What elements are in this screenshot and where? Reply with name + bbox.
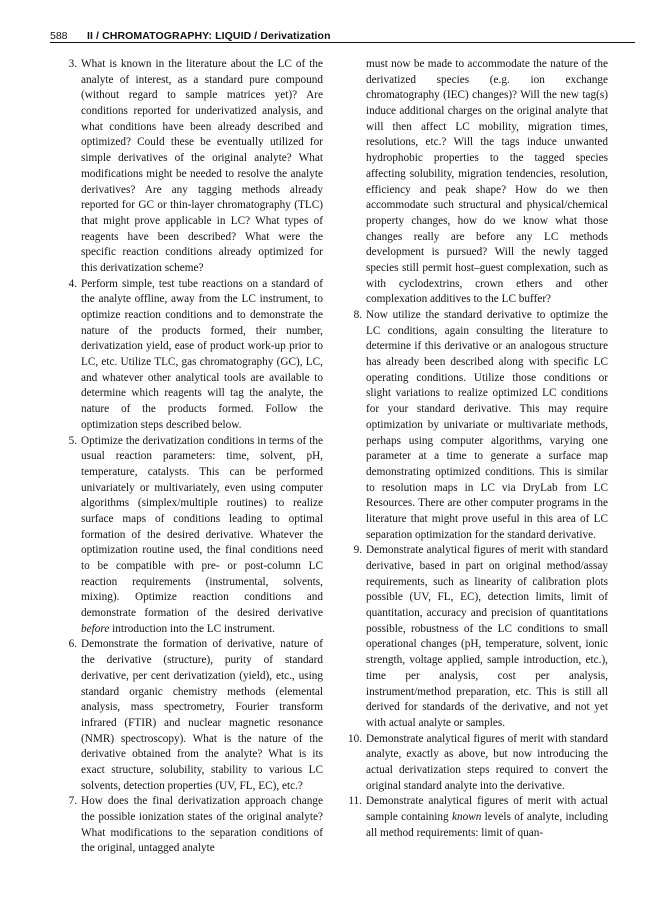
- item-emphasis: known: [451, 811, 482, 823]
- list-item-4: [59, 277, 323, 434]
- item-text: Now utilize the standard derivative to optimize the LC conditions, again consulting the literature to determine if this derivative or an analogous structure has already been described along with specific LC operating conditions. Utilize those conditions or slight variations to realize optimized LC conditions for your standard derivative. This may require optimization by univariate or multivariate methods, perhaps using computer algorithms, varying one parameter at a time to generate a surface map demonstrating optimized conditions. This is similar to resolution maps in LC via DryLab from LC Resources. There are other computer programs in the literature that might prove useful in this area of LC separation optimization for the standard derivative.: [366, 309, 608, 541]
- item-text: How does the final derivatization approach change the possible ionization states of the original analyte? What modifications to the separation conditions of the original, untagged analyte: [81, 795, 323, 855]
- list-item-6: [59, 637, 323, 794]
- item-text: Perform simple, test tube reactions on a standard of the analyte offline, away from the LC instrument, to optimize reaction conditions and to demonstrate the nature of the products formed, their number, derivatization yield, ease of product work-up prior to LC, etc. Utilize TLC, gas chromatography (GC), LC, and whatever other analytical tools are available to determine which reagents will tag the analyte, the nature of the products formed. Follow the optimization steps described below.: [81, 277, 323, 431]
- item-number: 7.: [68, 795, 77, 808]
- list-item-8: [344, 308, 608, 543]
- item-number: 11.: [348, 795, 362, 808]
- item-text: Demonstrate the formation of derivative, nature of the derivative (structure), purity of standard derivative, per cent derivatization (yield), etc., using standard organic chemistry methods (elemental analysis, mass spectrometry, Fourier transform infrared (FTIR) and nuclear magnetic resonance (NMR) spectroscopy). What is the nature of the derivative obtained from the analyte? What is its exact structure, solubility, stability to various LC solvents, detection properties (UV, FL, EC), etc.?: [81, 638, 323, 792]
- list-item-7: [59, 794, 323, 857]
- list-item-9: [344, 543, 608, 731]
- item-number: 9.: [353, 544, 362, 557]
- item-number: 5.: [68, 434, 77, 447]
- list-item-5: [59, 434, 323, 638]
- item-number: 6.: [68, 638, 77, 651]
- item-number: 4.: [68, 277, 77, 290]
- running-title: II / CHROMATOGRAPHY: LIQUID / Derivatization: [87, 30, 331, 42]
- header-rule: [50, 42, 635, 43]
- item-text: Demonstrate analytical figures of merit with standard analyte, exactly as above, but now introducing the actual derivatization steps required to convert the original standard analyte into the derivative.: [366, 732, 608, 792]
- page-number: 588: [50, 30, 68, 42]
- list-item-10: [344, 732, 608, 795]
- item-text: Demonstrate analytical figures of merit with actual sample containing: [366, 795, 608, 823]
- item-7-continuation: must now be made to accommodate the nature of the derivatized species (e.g. ion exchange chromatography (IEC) changes)? Will the new tag(s) induce additional charges on the original analyte that will then affect LC mobility, migration times, resolutions, etc.? Will the tags induce unwanted hydrophobic properties to the tagged species affecting solubility, migration tendencies, resolution, efficiency and peak shape? How do we then accommodate such structural and physical/chemical property changes, how do we know what those changes really are before any LC methods development is pursued? Will the newly tagged species still permit host–guest complexation, such as with cyclodextrins, crown ethers and other complexation additives to the LC buffer?: [366, 58, 608, 306]
- list-item-11: [344, 794, 608, 841]
- item-text: Demonstrate analytical figures of merit with standard derivative, based in part on original method/assay requirements, such as linearity of calibration plots possible (UV, FL, EC), detection limits, limit of quantitation, accuracy and precision of quantitations possible, robustness of the LC conditions to small operational changes (pH, temperature, solvent, ionic strength, voltage applied, sample introduction, etc.), time per analysis, cost per analysis, instrument/method preparation, etc. This is still all derived for standards of the derivative, and not yet with actual analyte or samples.: [366, 544, 608, 729]
- item-text-end: levels of analyte, including all method requirements: limit of quan-: [366, 811, 608, 839]
- item-text-end: introduction into the LC instrument.: [109, 622, 275, 635]
- item-number: 3.: [68, 58, 77, 70]
- running-header: [50, 26, 635, 48]
- left-column: [59, 57, 323, 857]
- item-text: Optimize the derivatization conditions in terms of the usual reaction parameters: time, solvent, pH, temperature, catalysts. This can be performed univariately or multivariately, even using computer algorithms (simplex/multiple routines) to realize surface maps of conditions leading to optimal formation of the desired derivative. Whatever the optimization routine used, the final conditions need to be compatible with pre- or post-column LC reaction requirements (instrumental, solvents, mixing). Optimize reaction conditions and demonstrate formation of the desired derivative: [81, 434, 323, 620]
- item-number: 8.: [353, 309, 362, 321]
- item-number: 10.: [347, 732, 362, 745]
- list-item-3: [59, 57, 323, 277]
- right-column: [344, 57, 608, 841]
- item-emphasis: before: [81, 622, 110, 635]
- item-text: What is known in the literature about the LC of the analyte of interest, as a standard pure compound (without regard to sample matrices yet)? Are conditions reported for underivatized analysis, and what conditions have been already described and optimized? Could these be eventually utilized for simple derivatives of the original analyte? What modifications might be needed to resolve the analyte derivatives? Are any tagging methods already reported for GC or thin-layer chromatography (TLC) that might prove applicable in LC? What types of reagents have been described? What were the specific reaction conditions already optimized for this derivatization scheme?: [81, 58, 323, 274]
